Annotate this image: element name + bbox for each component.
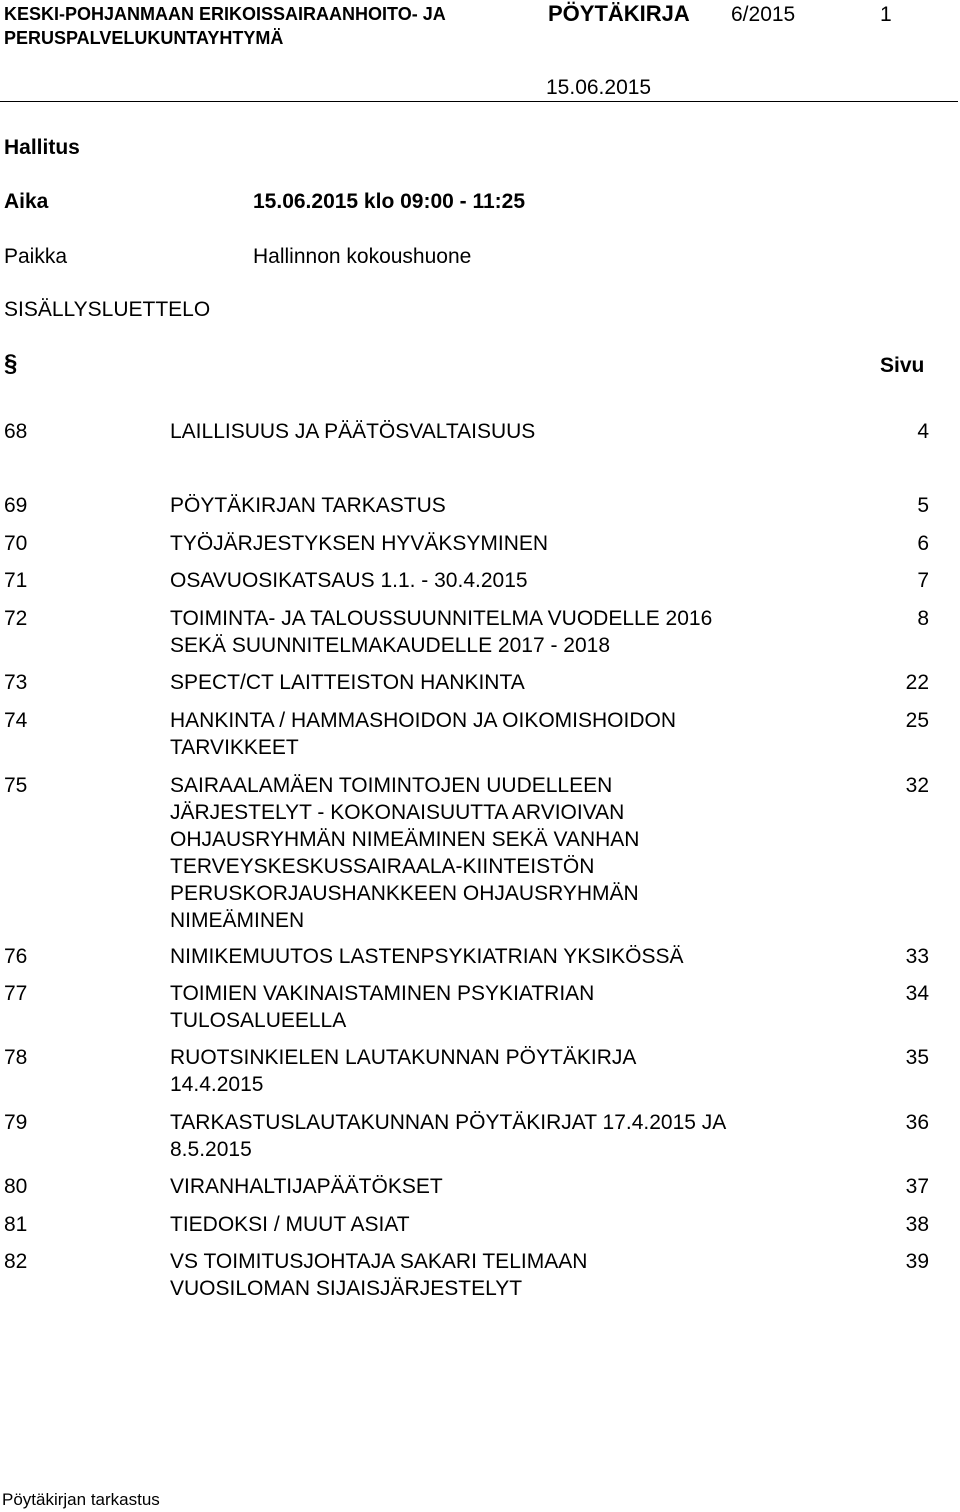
- toc-item-title: TIEDOKSI / MUUT ASIAT: [170, 1213, 410, 1236]
- toc-item-number: 76: [4, 945, 28, 968]
- toc-item-page: 7: [917, 569, 929, 592]
- document-type: PÖYTÄKIRJA: [548, 1, 690, 26]
- toc-item-number: 71: [4, 569, 28, 592]
- place-label: Paikka: [4, 245, 68, 268]
- toc-item-number: 78: [4, 1046, 28, 1069]
- toc-item-number: 77: [4, 982, 28, 1005]
- meeting-body: Hallitus: [4, 136, 80, 159]
- toc-item-page: 8: [917, 607, 929, 630]
- toc-item-number: 82: [4, 1250, 28, 1273]
- toc-item-page: 33: [905, 945, 929, 968]
- toc-item-title: SPECT/CT LAITTEISTON HANKINTA: [170, 671, 525, 694]
- toc-item-title: RUOTSINKIELEN LAUTAKUNNAN PÖYTÄKIRJA 14.4.2015: [170, 1046, 636, 1096]
- toc-item-title: NIMIKEMUUTOS LASTENPSYKIATRIAN YKSIKÖSSÄ: [170, 945, 684, 968]
- organization-name: KESKI-POHJANMAAN ERIKOISSAIRAANHOITO- JA PERUSPALVELUKUNTAYHTYMÄ: [4, 4, 446, 48]
- toc-item-title: HANKINTA / HAMMASHOIDON JA OIKOMISHOIDON TARVIKKEET: [170, 709, 676, 759]
- toc-item-page: 25: [905, 709, 929, 732]
- toc-item-page: 6: [917, 532, 929, 555]
- page-column-header: Sivu: [880, 354, 925, 377]
- toc-item-number: 79: [4, 1111, 28, 1134]
- document-date: 15.06.2015: [546, 76, 652, 99]
- toc-item-number: 70: [4, 532, 28, 555]
- toc-item-title: SAIRAALAMÄEN TOIMINTOJEN UUDELLEEN JÄRJESTELYT - KOKONAISUUTTA ARVIOIVAN OHJAUSRYHMÄN NIMEÄMINEN SEKÄ VANHAN TERVEYSKESKUSSAIRAALA-KIINTEISTÖN PERUSKORJAUSHANKKEEN OHJAUSRYHMÄN NIMEÄMINEN: [170, 774, 640, 932]
- toc-item-title: OSAVUOSIKATSAUS 1.1. - 30.4.2015: [170, 569, 528, 592]
- toc-item-number: 69: [4, 494, 28, 517]
- time-value: 15.06.2015 klo 09:00 - 11:25: [253, 190, 526, 213]
- toc-item-page: 22: [905, 671, 929, 694]
- toc-item-number: 73: [4, 671, 28, 694]
- toc-item-number: 74: [4, 709, 28, 732]
- toc-item-page: 37: [905, 1175, 929, 1198]
- toc-item-number: 75: [4, 774, 28, 797]
- footer-label: Pöytäkirjan tarkastus: [2, 1490, 160, 1509]
- toc-item-page: 38: [905, 1213, 929, 1236]
- toc-item-title: PÖYTÄKIRJAN TARKASTUS: [170, 494, 446, 517]
- toc-title: SISÄLLYSLUETTELO: [4, 298, 211, 321]
- toc-item-page: 34: [905, 982, 929, 1005]
- toc-item-title: LAILLISUUS JA PÄÄTÖSVALTAISUUS: [170, 420, 536, 443]
- toc-item-number: 81: [4, 1213, 28, 1236]
- toc-item-title: VS TOIMITUSJOHTAJA SAKARI TELIMAAN VUOSILOMAN SIJAISJÄRJESTELYT: [170, 1250, 588, 1300]
- toc-item-page: 32: [905, 774, 929, 797]
- toc-item-page: 4: [917, 420, 929, 443]
- document-number: 6/2015: [731, 3, 796, 26]
- toc-item-title: TOIMINTA- JA TALOUSSUUNNITELMA VUODELLE 2016 SEKÄ SUUNNITELMAKAUDELLE 2017 - 2018: [170, 607, 713, 657]
- toc-item-page: 36: [905, 1111, 929, 1134]
- page-number: 1: [880, 3, 892, 26]
- toc-item-number: 72: [4, 607, 28, 630]
- section-sign-header: §: [4, 350, 18, 377]
- toc-item-page: 39: [905, 1250, 929, 1273]
- toc-item-title: TARKASTUSLAUTAKUNNAN PÖYTÄKIRJAT 17.4.2015 JA 8.5.2015: [170, 1111, 726, 1161]
- place-value: Hallinnon kokoushuone: [253, 245, 472, 268]
- toc-item-title: VIRANHALTIJAPÄÄTÖKSET: [170, 1175, 443, 1198]
- toc-item-number: 68: [4, 420, 28, 443]
- toc-item-number: 80: [4, 1175, 28, 1198]
- toc-item-title: TYÖJÄRJESTYKSEN HYVÄKSYMINEN: [170, 532, 549, 555]
- toc-item-page: 35: [905, 1046, 929, 1069]
- time-label: Aika: [4, 190, 49, 213]
- toc-item-title: TOIMIEN VAKINAISTAMINEN PSYKIATRIAN TULOSALUEELLA: [170, 982, 595, 1032]
- header-divider: [0, 101, 958, 102]
- toc-item-page: 5: [917, 494, 929, 517]
